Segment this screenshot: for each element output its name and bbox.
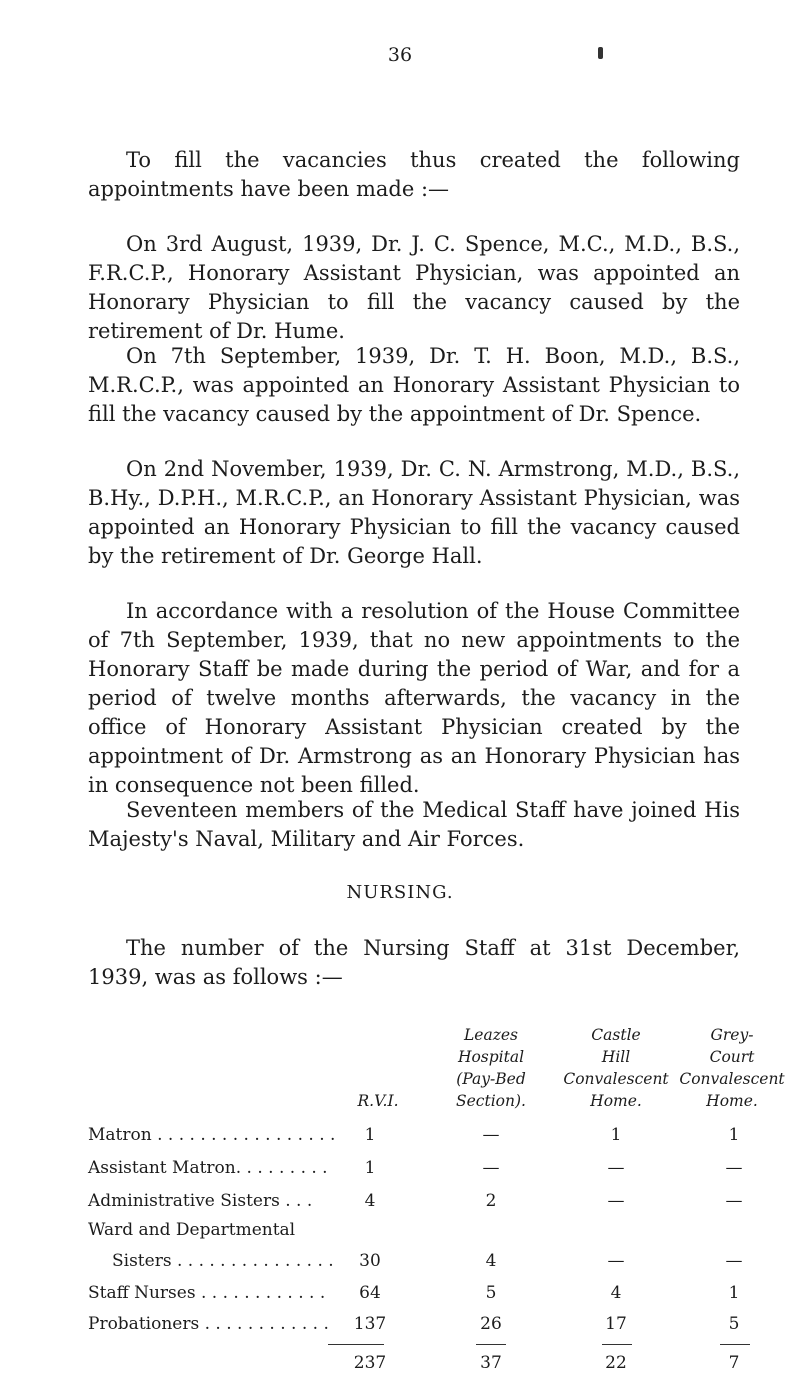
cell-assistant-matron-leazes: — [482, 1158, 500, 1178]
cell-probationers-grey: 5 [728, 1314, 740, 1334]
cell-admin-sisters-leazes: 2 [485, 1191, 497, 1211]
row-label-ward-departmental: Ward and Departmental [88, 1220, 296, 1240]
paragraph-3: On 7th September, 1939, Dr. T. H. Boon, M.D., B.S., M.R.C.P., was appointed an Honorary Assistant Physician to fill the vacancy caused by the appointment of Dr. Spence. [88, 344, 740, 426]
col-header-grey-court: Grey- Court Convalescent Home. [679, 1026, 785, 1110]
col-header-rvi: R.V.I. [357, 1092, 399, 1110]
cell-sisters-castle: — [607, 1251, 625, 1271]
paragraph-1: To fill the vacancies thus created the following appointments have been made :— [88, 148, 740, 201]
row-label-sisters: Sisters . . . . . . . . . . . . . . . [112, 1251, 334, 1271]
row-label-admin-sisters: Administrative Sisters . . . [88, 1191, 313, 1211]
cell-sisters-leazes: 4 [485, 1251, 497, 1271]
cell-assistant-matron-grey: — [725, 1158, 743, 1178]
cell-staff-nurses-leazes: 5 [485, 1283, 497, 1303]
nursing-heading: NURSING. [346, 882, 454, 903]
ink-mark [598, 47, 603, 59]
cell-assistant-matron-rvi: 1 [364, 1158, 376, 1178]
cell-admin-sisters-castle: — [607, 1191, 625, 1211]
total-rvi: 237 [353, 1353, 387, 1373]
cell-assistant-matron-castle: — [607, 1158, 625, 1178]
paragraph-6: Seventeen members of the Medical Staff have joined His Majesty's Naval, Military and Air Forces. [88, 798, 740, 851]
paragraph-4: On 2nd November, 1939, Dr. C. N. Armstrong, M.D., B.S., B.Hy., D.P.H., M.R.C.P., an Honorary Assistant Physician, was appointed an Honorary Physician to fill the vacancy caused by the retirement of Dr. George Hall. [88, 457, 740, 568]
row-label-staff-nurses: Staff Nurses . . . . . . . . . . . . [88, 1283, 326, 1303]
paragraph-5: In accordance with a resolution of the House Committee of 7th September, 1939, that no new appointments to the Honorary Staff be made during the period of War, and for a period of twelve months afterwards, the vacancy in the office of Honorary Assistant Physician created by the appointment of Dr. Armstrong as an Honorary Physician has in consequence not been filled. [88, 599, 740, 797]
col-header-leazes: Leazes Hospital (Pay-Bed Section). [456, 1026, 526, 1110]
cell-sisters-rvi: 30 [359, 1251, 381, 1271]
nursing-intro: The number of the Nursing Staff at 31st December, 1939, was as follows :— [88, 936, 740, 989]
row-label-matron: Matron . . . . . . . . . . . . . . . . . [88, 1125, 336, 1145]
cell-admin-sisters-rvi: 4 [364, 1191, 376, 1211]
cell-probationers-leazes: 26 [480, 1314, 502, 1334]
total-castle: 22 [605, 1353, 627, 1373]
cell-matron-castle: 1 [610, 1125, 622, 1145]
cell-probationers-castle: 17 [605, 1314, 627, 1334]
cell-probationers-rvi: 137 [353, 1314, 387, 1334]
cell-matron-grey: 1 [728, 1125, 740, 1145]
col-header-castle-hill: Castle Hill Convalescent Home. [563, 1026, 669, 1110]
total-leazes: 37 [480, 1353, 502, 1373]
cell-matron-leazes: — [482, 1125, 500, 1145]
cell-admin-sisters-grey: — [725, 1191, 743, 1211]
row-label-assistant-matron: Assistant Matron. . . . . . . . . [88, 1158, 328, 1178]
sum-rule-leazes [476, 1344, 506, 1345]
sum-rule-rvi [328, 1344, 384, 1345]
cell-staff-nurses-grey: 1 [728, 1283, 740, 1303]
total-grey: 7 [728, 1353, 740, 1373]
sum-rule-grey [720, 1344, 750, 1345]
page-number: 36 [387, 44, 413, 66]
paragraph-2: On 3rd August, 1939, Dr. J. C. Spence, M.C., M.D., B.S., F.R.C.P., Honorary Assistant Physician, was appointed an Honorary Physician to fill the vacancy caused by the retirement of Dr. Hume. [88, 232, 740, 343]
row-label-probationers: Probationers . . . . . . . . . . . . [88, 1314, 329, 1334]
cell-sisters-grey: — [725, 1251, 743, 1271]
sum-rule-castle [602, 1344, 632, 1345]
cell-staff-nurses-castle: 4 [610, 1283, 622, 1303]
cell-staff-nurses-rvi: 64 [359, 1283, 381, 1303]
cell-matron-rvi: 1 [364, 1125, 376, 1145]
